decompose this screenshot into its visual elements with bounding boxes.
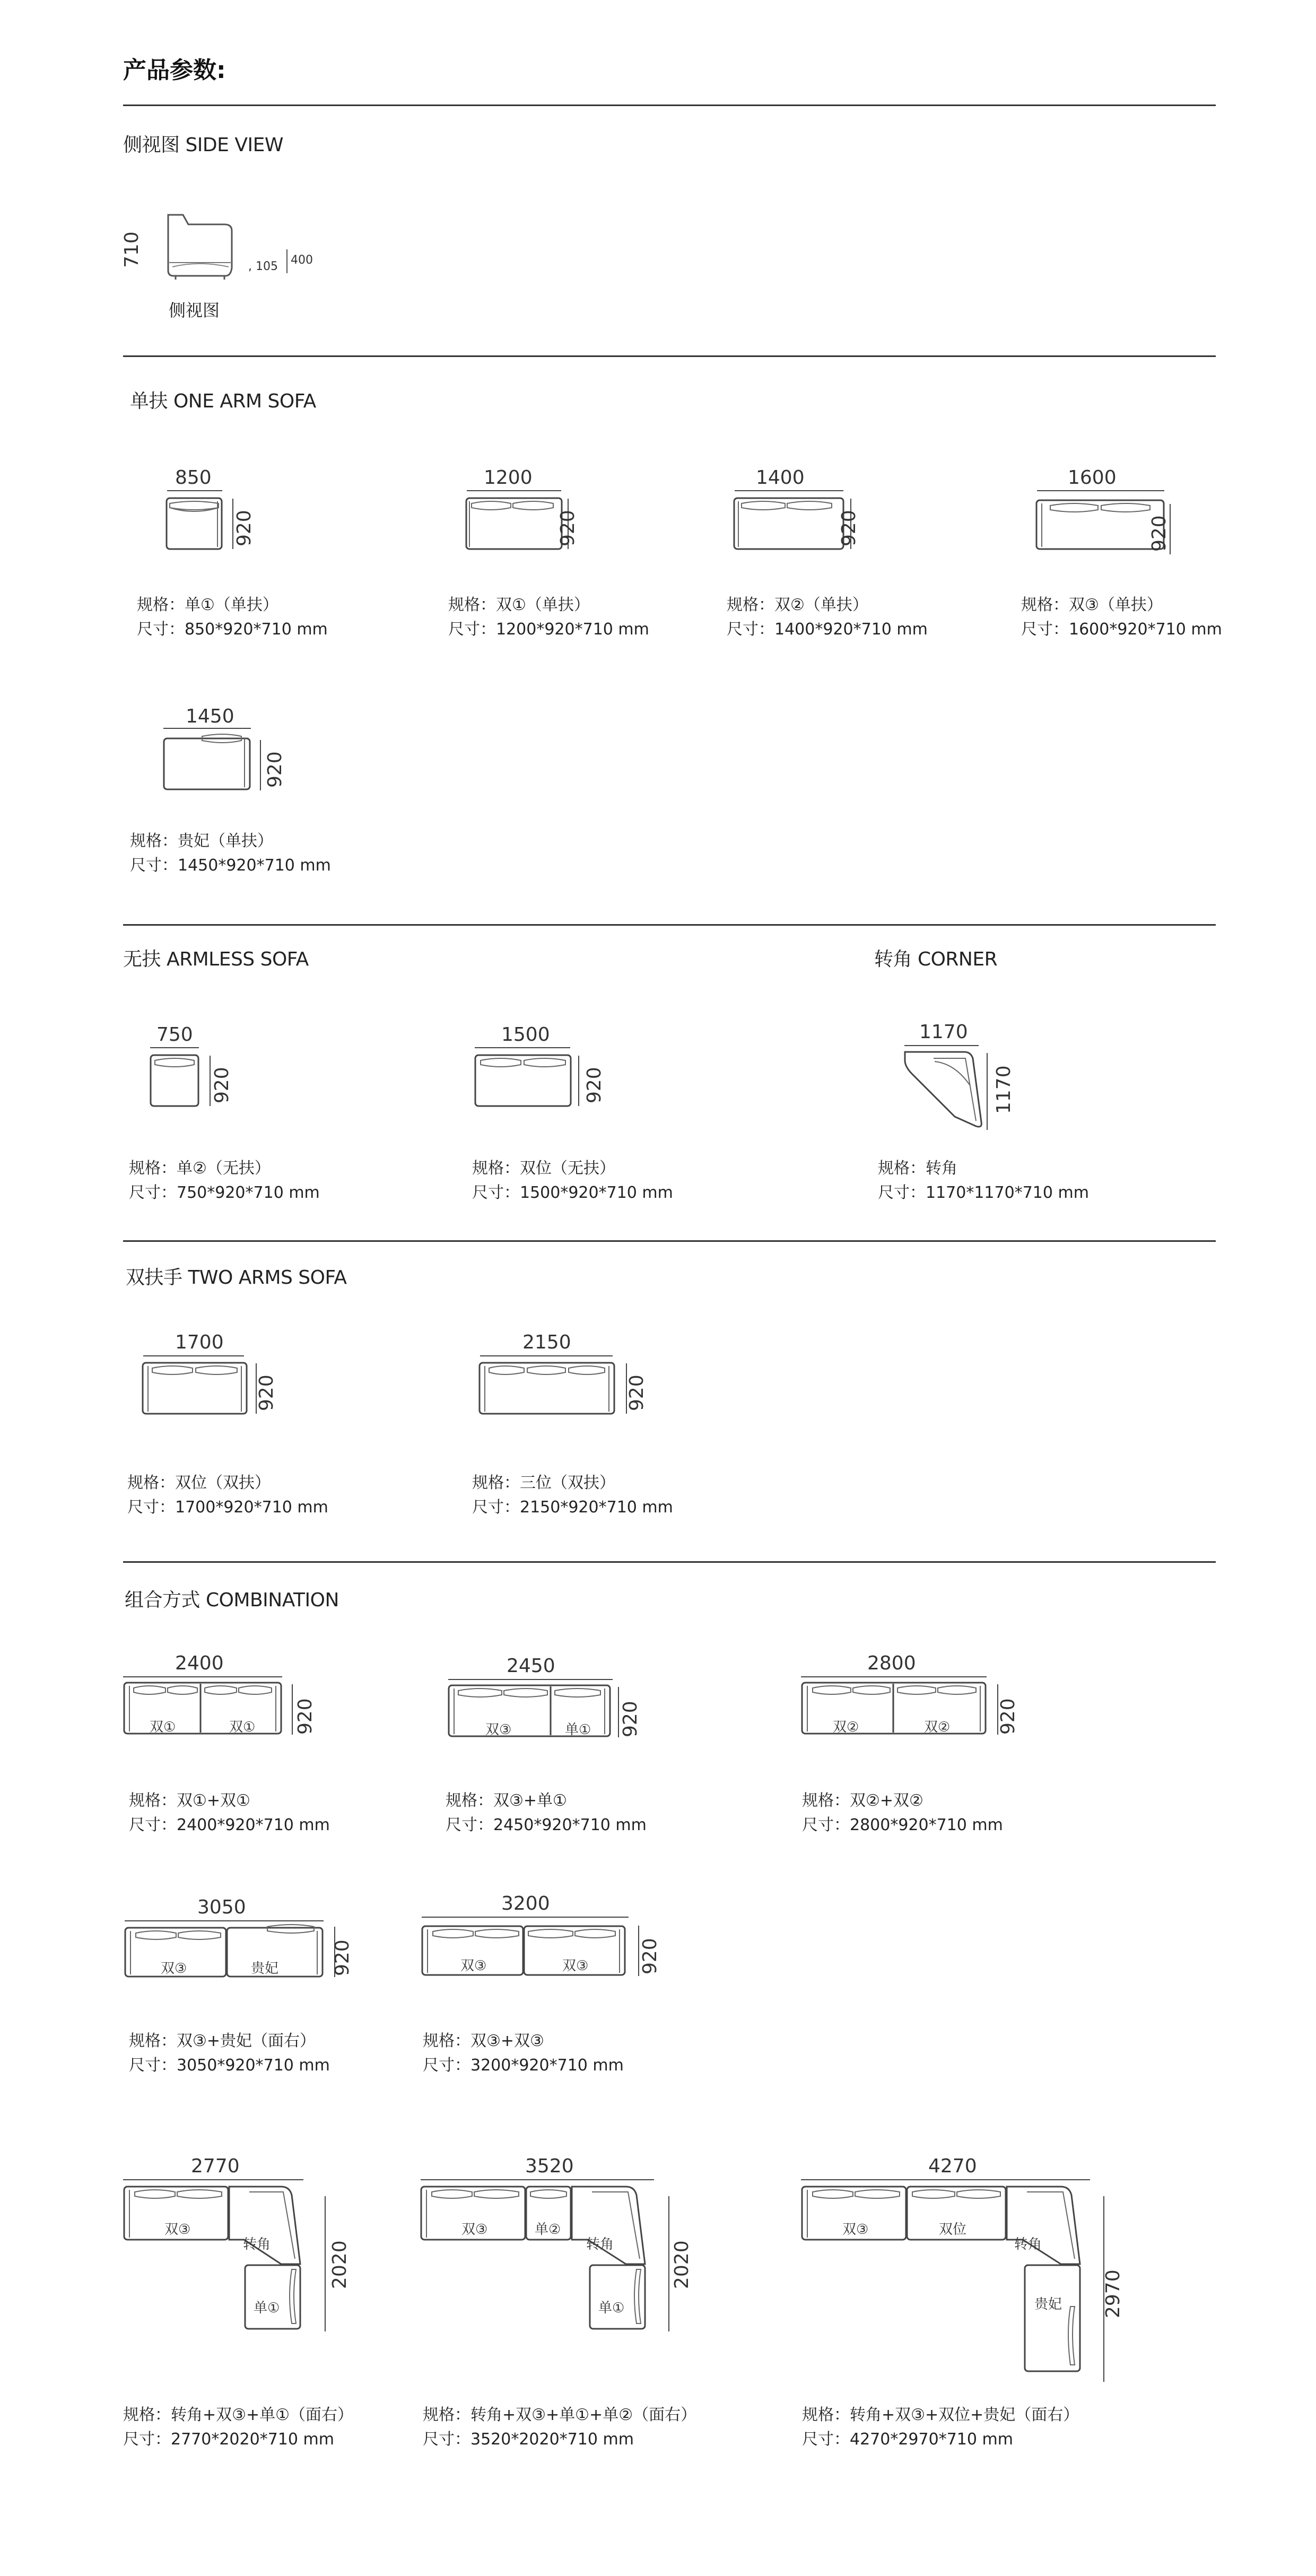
depth-label: 920: [233, 510, 255, 546]
section-heading-side-view: 侧视图 SIDE VIEW: [123, 134, 283, 156]
dimension-line: [904, 1045, 979, 1046]
depth-label: 920: [620, 1701, 641, 1737]
spec-text: 规格：双②（单扶）: [727, 596, 868, 614]
divider: [123, 924, 1216, 926]
dimension-line: [325, 2196, 326, 2331]
width-label: 3200: [501, 1893, 550, 1914]
depth-label: 920: [583, 1067, 605, 1103]
size-text: 尺寸：2400*920*710 mm: [129, 1816, 330, 1834]
side-view-drawing: [156, 210, 252, 284]
dimension-line: [467, 490, 561, 491]
depth-label: 1170: [993, 1065, 1015, 1114]
dimension-line: [123, 2179, 303, 2180]
module-label: 双③: [460, 1958, 487, 1974]
size-text: 尺寸：1700*920*710 mm: [127, 1498, 328, 1517]
spec-text: 规格：双③（单扶）: [1021, 596, 1163, 614]
size-text: 尺寸：2450*920*710 mm: [446, 1816, 647, 1834]
combo-plan-3050: [123, 1924, 330, 1982]
depth-label: 920: [557, 510, 579, 546]
spec-text: 规格：单①（单扶）: [137, 596, 278, 614]
module-label: 转角: [586, 2236, 614, 2252]
dimension-line: [260, 740, 261, 790]
spec-text: 规格：双②+双②: [802, 1791, 923, 1810]
dim-tick: [286, 249, 287, 273]
depth-label: 920: [264, 751, 286, 788]
width-label: 2770: [191, 2155, 240, 2177]
combo-plan-4270: [800, 2185, 1097, 2386]
sofa-plan-double-one-arm: [732, 496, 849, 554]
section-heading-combination: 组合方式 COMBINATION: [125, 1589, 339, 1611]
dimension-line: [735, 490, 843, 491]
spec-text: 规格：双③+贵妃（面右）: [129, 2032, 316, 2050]
width-label: 750: [156, 1024, 193, 1046]
width-label: 3050: [197, 1896, 246, 1918]
sofa-plan-corner: [902, 1048, 987, 1133]
dimension-line: [421, 2179, 654, 2180]
dimension-line: [668, 2196, 669, 2331]
section-heading-two-arms: 双扶手 TWO ARMS SOFA: [126, 1267, 347, 1289]
dimension-line: [475, 1047, 570, 1048]
size-text: 尺寸：2770*2020*710 mm: [123, 2430, 334, 2449]
width-label: 1170: [919, 1021, 968, 1043]
size-text: 尺寸：1170*1170*710 mm: [878, 1183, 1089, 1202]
combo-plan-3520: [419, 2185, 663, 2333]
depth-label: 920: [838, 510, 860, 546]
width-label: 2450: [507, 1655, 555, 1677]
spec-text: 规格：双①+双①: [129, 1791, 250, 1810]
sofa-plan-double-one-arm: [464, 496, 570, 554]
width-label: 2150: [522, 1331, 571, 1353]
module-label: 转角: [243, 2236, 271, 2252]
sofa-plan-double-armless: [473, 1053, 574, 1111]
divider: [123, 355, 1216, 357]
sofa-plan-triple-two-arms: [477, 1361, 618, 1419]
size-text: 尺寸：2800*920*710 mm: [802, 1816, 1003, 1834]
depth-label: 920: [639, 1938, 661, 1974]
size-text: 尺寸：1500*920*710 mm: [472, 1183, 673, 1202]
module-label: 双位: [939, 2222, 967, 2238]
depth-label: 920: [626, 1374, 648, 1411]
width-label: 1400: [756, 467, 805, 489]
dimension-line: [167, 490, 222, 491]
width-label: 1500: [501, 1024, 550, 1046]
dimension-line: [987, 1053, 988, 1130]
width-label: 3520: [525, 2155, 574, 2177]
module-label: 双③: [562, 1958, 589, 1974]
module-label: 双①: [150, 1719, 176, 1735]
module-label: 双①: [229, 1719, 256, 1735]
module-label: 贵妃: [251, 1961, 279, 1977]
divider: [123, 1561, 1216, 1563]
sofa-plan-double-two-arms: [141, 1361, 252, 1419]
depth-label: 920: [294, 1698, 316, 1735]
combo-plan-3200: [420, 1922, 632, 1980]
sofa-plan-single-one-arm: [164, 496, 228, 554]
width-label: 1700: [175, 1331, 224, 1353]
dimension-line: [578, 1056, 579, 1106]
spec-text: 规格：双③+双③: [423, 2032, 544, 2050]
depth-label: 2970: [1102, 2269, 1124, 2318]
width-label: 2800: [867, 1652, 916, 1674]
sofa-plan-chaise-one-arm: [162, 731, 257, 795]
size-text: 尺寸：1450*920*710 mm: [130, 856, 331, 875]
section-heading-armless: 无扶 ARMLESS SOFA: [123, 948, 309, 970]
size-text: 尺寸：1600*920*710 mm: [1021, 620, 1222, 639]
module-label: 双③: [161, 1961, 187, 1977]
dimension-line: [143, 1355, 244, 1356]
width-label: 1600: [1068, 467, 1117, 489]
module-label: 双③: [461, 2222, 488, 2238]
depth-label: 920: [997, 1698, 1019, 1735]
depth-label: 920: [1148, 515, 1170, 552]
depth-label: 2020: [671, 2240, 693, 2289]
spec-text: 规格：贵妃（单扶）: [130, 832, 273, 850]
module-label: 双③: [485, 1722, 512, 1738]
spec-text: 规格：三位（双扶）: [472, 1474, 615, 1492]
divider: [123, 1240, 1216, 1242]
spec-text: 规格：转角: [878, 1159, 957, 1178]
side-dim-a: , 105: [248, 260, 278, 273]
combo-plan-2400: [122, 1681, 286, 1739]
section-heading-one-arm: 单扶 ONE ARM SOFA: [130, 390, 316, 412]
size-text: 尺寸：1200*920*710 mm: [448, 620, 649, 639]
spec-text: 规格：双③+单①: [446, 1791, 567, 1810]
width-label: 2400: [175, 1652, 224, 1674]
module-label: 单②: [535, 2222, 561, 2238]
width-label: 850: [175, 467, 212, 489]
spec-text: 规格：转角+双③+双位+贵妃（面右）: [802, 2406, 1079, 2424]
size-text: 尺寸：850*920*710 mm: [137, 620, 328, 639]
dimension-line: [448, 1679, 613, 1680]
sofa-plan-single-armless: [149, 1053, 202, 1111]
spec-text: 规格：双位（无扶）: [472, 1159, 615, 1178]
spec-text: 规格：双位（双扶）: [127, 1474, 271, 1492]
depth-label: 2020: [329, 2240, 351, 2289]
module-label: 单①: [598, 2300, 625, 2316]
module-label: 双②: [833, 1719, 859, 1735]
spec-text: 规格：转角+双③+单①（面右）: [123, 2406, 354, 2424]
dimension-line: [150, 1047, 199, 1048]
depth-label: 920: [256, 1374, 277, 1411]
dimension-line: [422, 1917, 629, 1918]
module-label: 单①: [254, 2300, 280, 2316]
size-text: 尺寸：750*920*710 mm: [129, 1183, 320, 1202]
size-text: 尺寸：3520*2020*710 mm: [423, 2430, 634, 2449]
size-text: 尺寸：3050*920*710 mm: [129, 2056, 330, 2075]
size-text: 尺寸：1400*920*710 mm: [727, 620, 928, 639]
dimension-line: [1037, 490, 1164, 491]
size-text: 尺寸：4270*2970*710 mm: [802, 2430, 1013, 2449]
dimension-line: [801, 1676, 987, 1677]
dimension-line: [163, 728, 251, 729]
side-height-label: 710: [121, 231, 143, 268]
dimension-line: [480, 1355, 613, 1356]
dimension-line: [123, 1676, 282, 1677]
side-dim-b: 400: [291, 254, 313, 267]
dimension-line: [292, 1684, 293, 1735]
spec-text: 规格：单②（无扶）: [129, 1159, 271, 1178]
module-label: 转角: [1014, 2236, 1042, 2252]
dimension-line: [125, 1920, 324, 1921]
spec-text: 规格：双①（单扶）: [448, 596, 590, 614]
width-label: 1450: [186, 706, 234, 727]
module-label: 单①: [565, 1722, 591, 1738]
spec-text: 规格：转角+双③+单①+单②（面右）: [423, 2406, 697, 2424]
width-label: 1200: [484, 467, 533, 489]
divider: [123, 105, 1216, 106]
page-title: 产品参数:: [123, 57, 226, 84]
module-label: 双③: [164, 2222, 191, 2238]
depth-label: 920: [211, 1067, 233, 1103]
side-view-caption: 侧视图: [169, 300, 220, 320]
module-label: 双③: [842, 2222, 869, 2238]
dimension-line: [801, 2179, 1090, 2180]
dimension-line: [210, 1056, 211, 1106]
size-text: 尺寸：3200*920*710 mm: [423, 2056, 624, 2075]
section-heading-corner: 转角 CORNER: [874, 948, 998, 970]
width-label: 4270: [928, 2155, 977, 2177]
module-label: 贵妃: [1034, 2296, 1062, 2312]
size-text: 尺寸：2150*920*710 mm: [472, 1498, 673, 1517]
combo-plan-2770: [122, 2185, 313, 2333]
module-label: 双②: [924, 1719, 951, 1735]
dimension-line: [618, 1687, 619, 1737]
combo-plan-2800: [800, 1681, 991, 1739]
depth-label: 920: [332, 1939, 353, 1976]
